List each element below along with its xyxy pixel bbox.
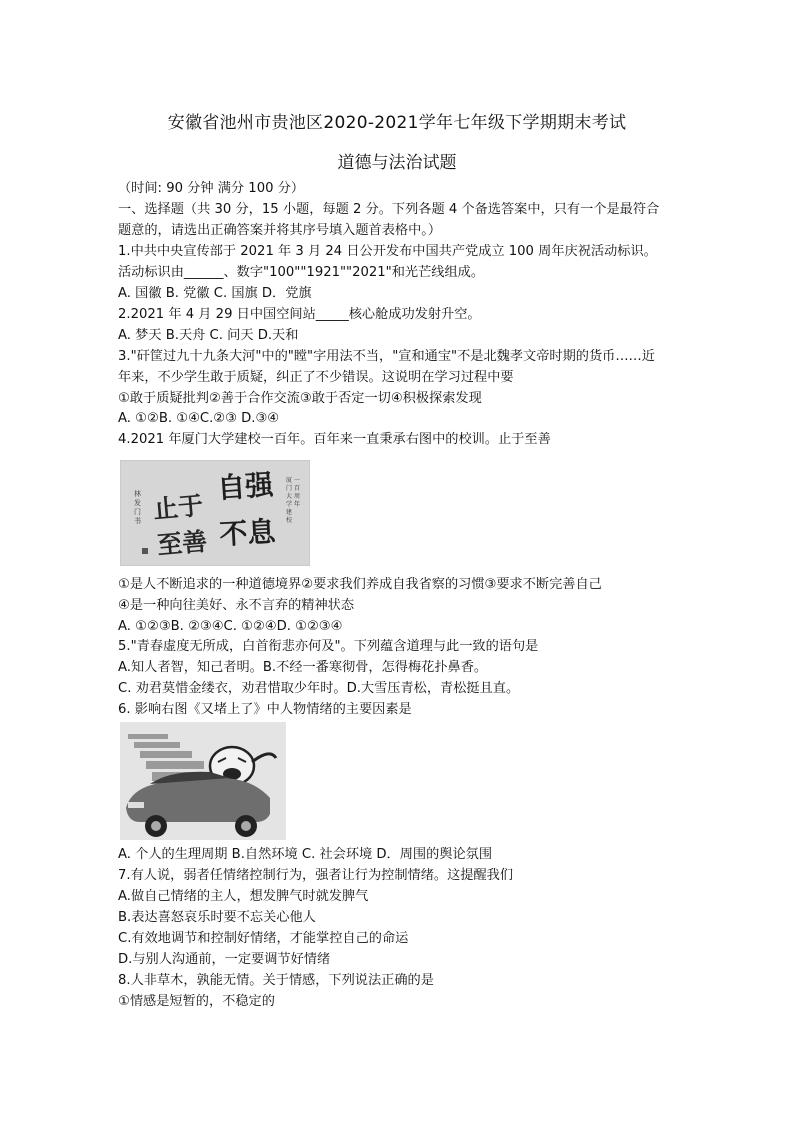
question-7-option-c: C.有效地调节和控制好情绪，才能掌控自己的命运 [118,931,409,946]
question-5-options-cd: C. 劝君莫惜金缕衣，劝君惜取少年时。D.大雪压青松，青松挺且直。 [118,681,520,696]
svg-text:周: 周 [294,493,301,500]
exam-subtitle: 道德与法治试题 [337,153,457,173]
svg-text:厦: 厦 [286,477,293,484]
svg-text:书: 书 [134,517,141,525]
section-instruction-cont: 题意的，请选出正确答案并将其序号填入题首表格中。） [118,223,442,238]
motto-left-column: 止于 [151,490,205,524]
question-6: 6. 影响右图《又堵上了》中人物情绪的主要因素是 [118,702,412,717]
question-7-option-b: B.表达喜怒哀乐时要不忘关心他人 [118,910,316,925]
question-1: 1.中共中央宣传部于 2021 年 3 月 24 日公开发布中国共产党成立 100 周年庆祝活动标识。 [118,244,657,259]
svg-text:门: 门 [286,485,293,492]
question-2-options: A. 梦天 B.天舟 C. 问天 D.天和 [118,328,299,343]
question-6-options: A. 个人的生理周期 B.自然环境 C. 社会环境 D．周围的舆论氛围 [118,847,493,862]
question-1-options: A. 国徽 B. 党徽 C. 国旗 D．党旗 [118,286,312,301]
question-5: 5."青春虚度无所成，白首衔悲亦何及"。下列蕴含道理与此一致的语句是 [118,639,539,654]
question-2: 2.2021 年 4 月 29 日中国空间站_____核心舱成功发射升空。 [118,307,481,322]
question-7-option-d: D.与别人沟通前，一定要调节好情绪 [118,952,331,967]
exam-title: 安徽省池州市贵池区2020-2021学年七年级下学期期末考试 [167,113,627,133]
svg-text:学: 学 [286,501,293,508]
question-4-statements-cont: ④是一种向往美好、永不言弃的精神状态 [118,598,355,613]
traffic-jam-cartoon-image [120,722,286,840]
svg-text:校: 校 [286,517,293,524]
question-3: 3."矸筐过九十九条大河"中的"瞠"字用法不当，"宣和通宝"不是北魏孝文帝时期的货币……近 [118,349,655,364]
question-3-statements: ①敢于质疑批判②善于合作交流③敢于否定一切④积极探索发现 [118,391,482,406]
svg-text:年: 年 [294,501,301,508]
svg-text:发: 发 [134,499,141,507]
svg-text:不息: 不息 [218,515,277,551]
time-note: （时间: 90 分钟 满分 100 分） [118,181,305,196]
question-8-statement-1: ①情感是短暂的，不稳定的 [118,994,275,1009]
svg-text:至善: 至善 [155,526,209,560]
svg-text:大: 大 [286,493,293,500]
calligraphy-motto-image [120,460,310,566]
question-3-options: A. ①②B. ①④C.②③ D.③④ [118,411,280,426]
svg-text:林: 林 [134,490,141,498]
motto-right-column: 自强 [216,468,275,505]
section-instruction: 一、选择题（共 30 分，15 小题，每题 2 分。下列各题 4 个备选答案中，只有一个是最符合 [118,202,660,217]
question-4-options: A. ①②③B. ②③④C. ①②④D. ①②③④ [118,619,343,634]
question-1-cont: 活动标识由______、数字"100""1921""2021"和光芒线组成。 [118,265,485,280]
question-7-option-a: A.做自己情绪的主人，想发脾气时就发脾气 [118,889,369,904]
svg-text:一: 一 [294,477,301,484]
question-3-cont: 年来，不少学生敢于质疑，纠正了不少错误。这说明在学习过程中要 [118,370,514,385]
question-7: 7.有人说，弱者任情绪控制行为，强者让行为控制情绪。这提醒我们 [118,868,514,883]
svg-text:百: 百 [294,485,301,492]
question-8: 8.人非草木，孰能无情。关于情感，下列说法正确的是 [118,973,434,988]
question-4: 4.2021 年厦门大学建校一百年。百年来一直秉承右图中的校训。止于至善 [118,432,551,447]
question-4-statements: ①是人不断追求的一种道德境界②要求我们养成自我省察的习惯③要求不断完善自己 [118,577,602,592]
seal-stamp [142,548,148,554]
svg-text:建: 建 [286,509,293,516]
question-5-options-ab: A.知人者智，知己者明。B.不经一番寒彻骨，怎得梅花扑鼻香。 [118,660,488,675]
svg-text:门: 门 [134,508,141,516]
